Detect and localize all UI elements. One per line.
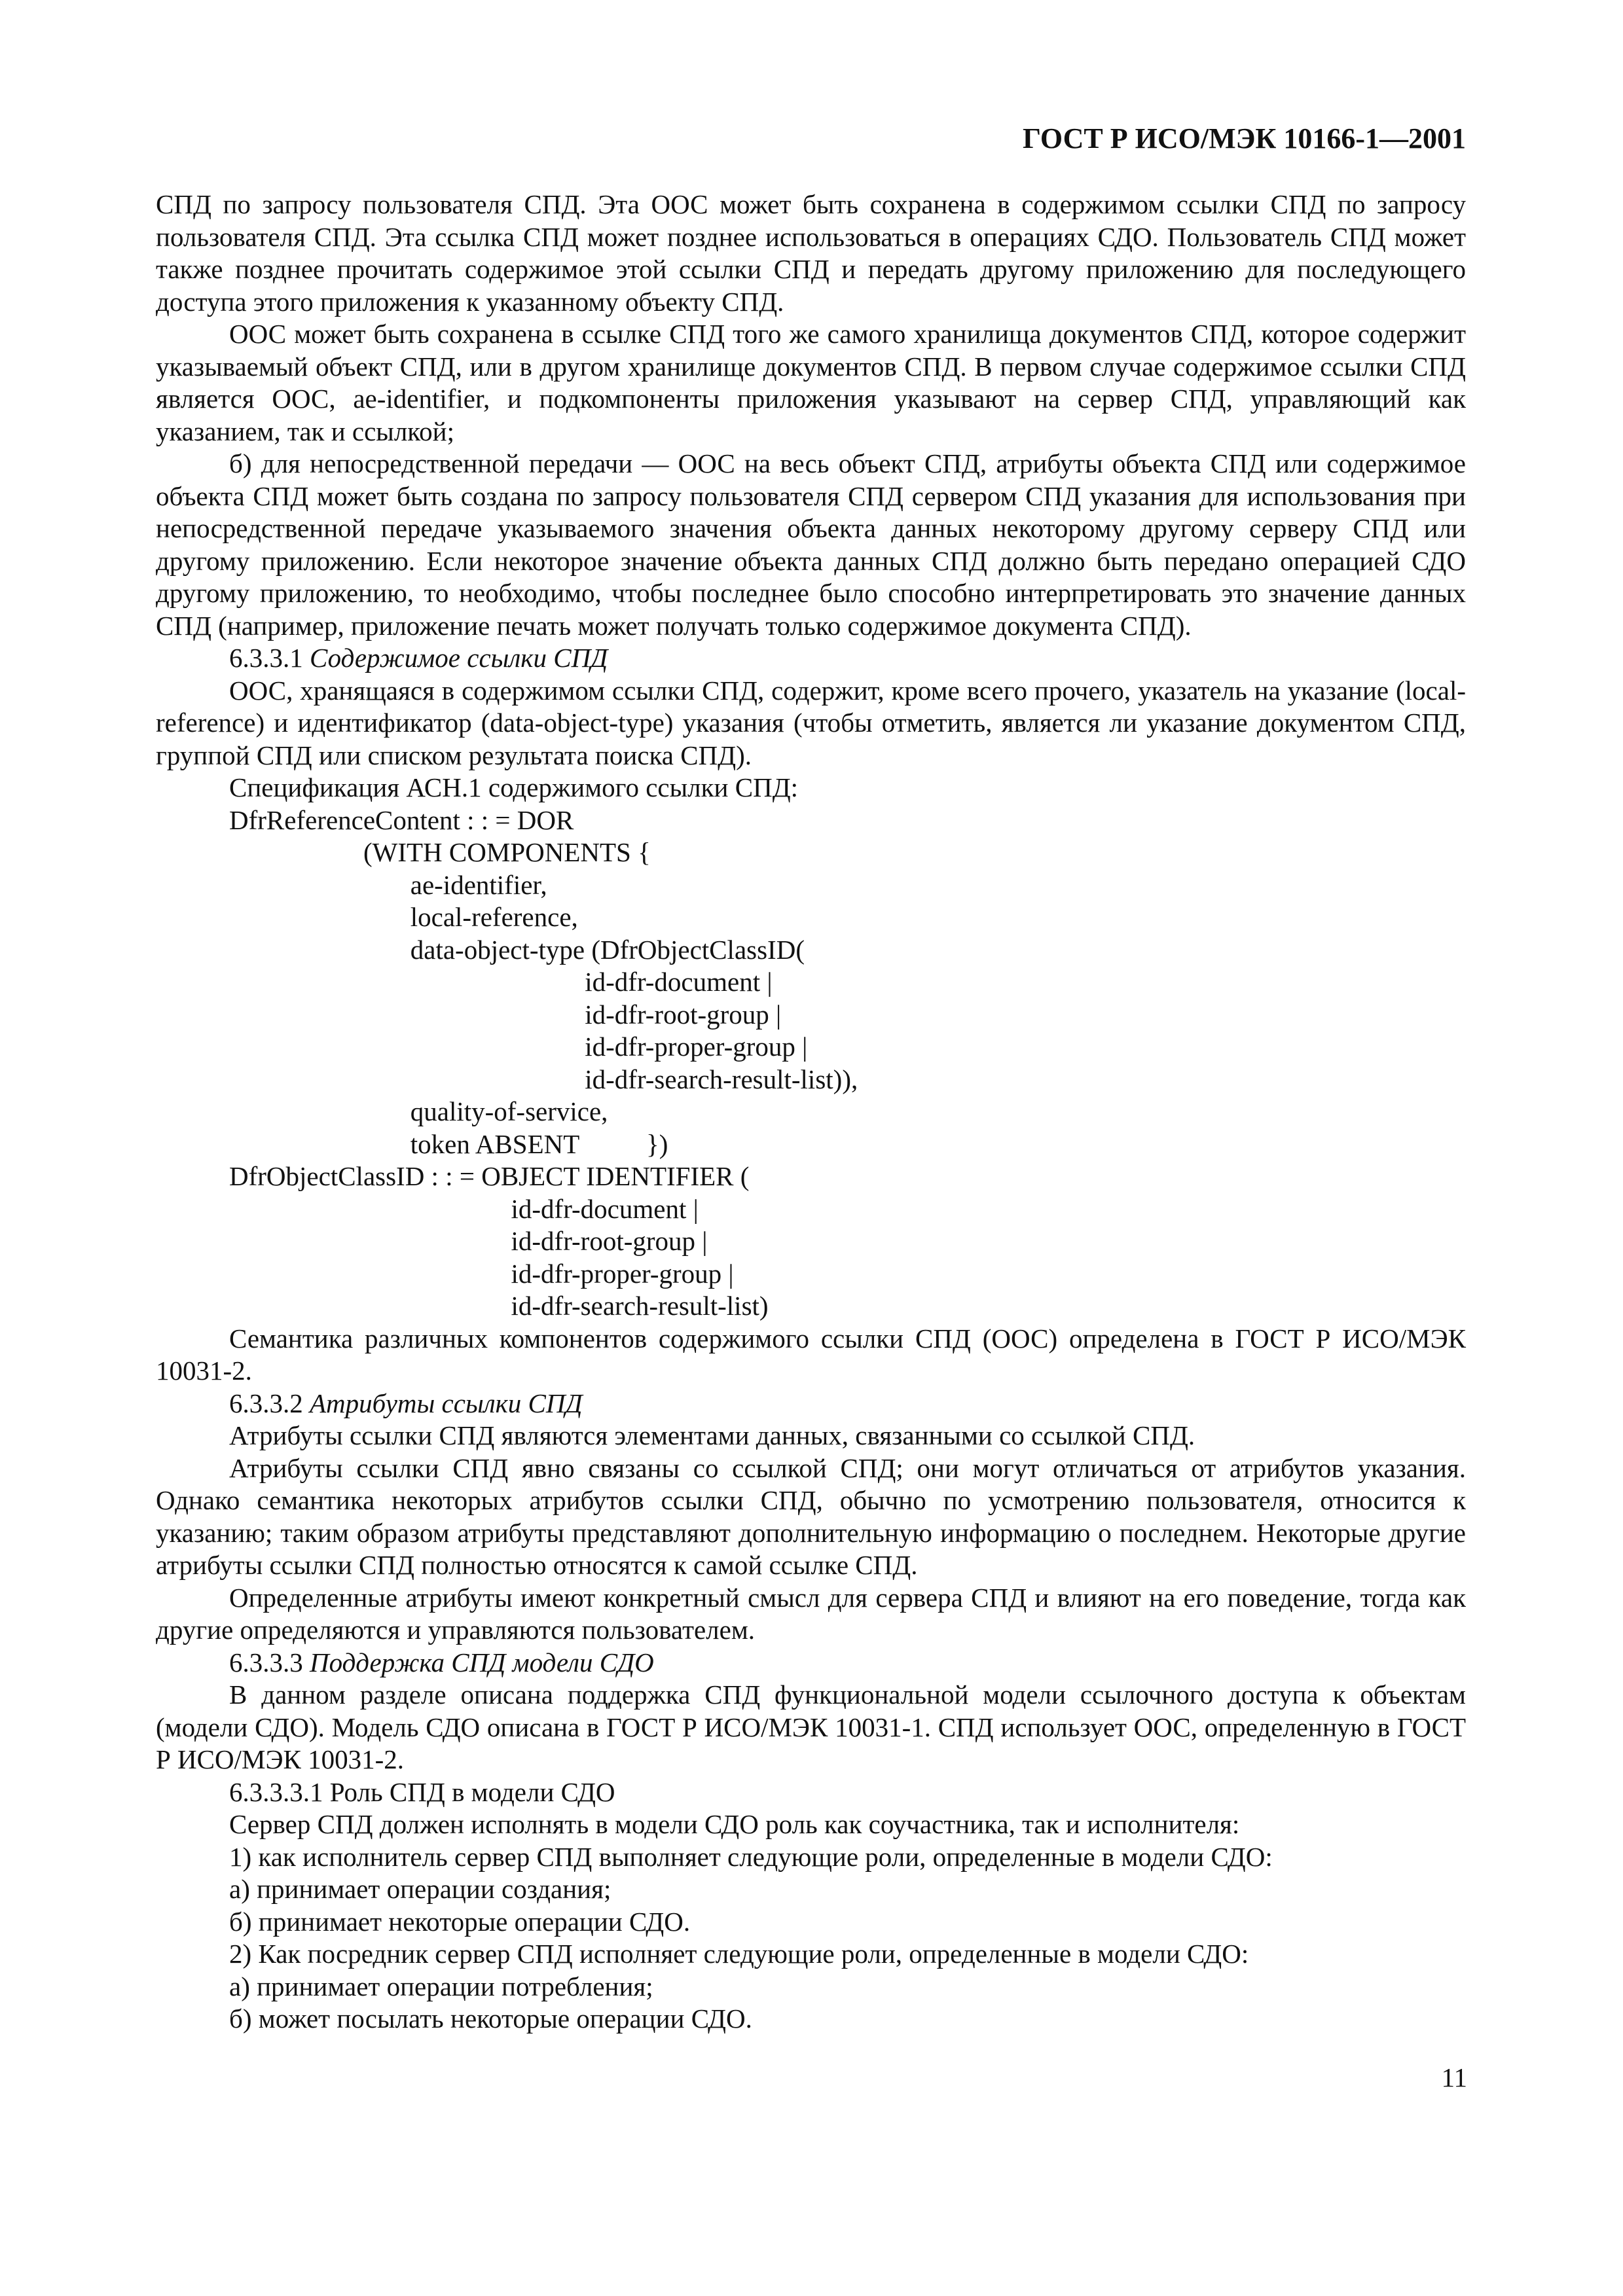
code-line: id-dfr-document | — [229, 967, 773, 997]
paragraph: Спецификация АСН.1 содержимого ссылки СПД: — [229, 772, 799, 802]
list-line: б) принимает некоторые операции СДО. — [229, 1906, 691, 1937]
code-line: id-dfr-search-result-list)), — [229, 1064, 858, 1094]
code-line: DfrObjectClassID : : = OBJECT IDENTIFIER ( — [229, 1161, 750, 1191]
page-number: 11 — [1441, 2062, 1467, 2092]
code-line: token ABSENT }) — [229, 1128, 668, 1159]
code-line: id-dfr-document | — [229, 1193, 699, 1224]
list-line: 1) как исполнитель сервер СПД выполняет следующие роли, определенные в модели СДО: — [229, 1841, 1273, 1872]
code-line: data-object-type (DfrObjectClassID( — [229, 934, 805, 965]
paragraph: В данном разделе описана поддержка СПД функциональной модели ссылочного доступа к объектам (модели СДО). Модель СДО описана в ГОСТ Р ИСО/МЭК 10031-1. СПД использует ООС, определенную в ГОСТ Р ИСО/МЭК 10031-2. — [156, 1679, 1466, 1774]
document-header: ГОСТ Р ИСО/МЭК 10166-1—2001 — [1022, 122, 1466, 154]
list-line: б) может посылать некоторые операции СДО. — [229, 2003, 752, 2034]
section-heading-63331: 6.3.3.3.1 Роль СПД в модели СДО — [229, 1776, 615, 1807]
section-heading-6333 — [156, 1647, 1466, 1679]
section-number: 6.3.3.2 — [229, 1388, 303, 1418]
paragraph: Атрибуты ссылки СПД явно связаны со ссылкой СПД; они могут отличаться от атрибутов указания. Однако семантика некоторых атрибутов ссылки СПД, обычно по усмотрению пользователя, относится к указанию; таким образом атрибуты представляют дополнительную информацию о последнем. Некоторые другие атрибуты ссылки СПД полностью относятся к самой ссылке СПД. — [156, 1452, 1466, 1580]
section-title: Поддержка СПД модели СДО — [310, 1647, 654, 1677]
code-line: local-reference, — [229, 902, 578, 932]
code-line: id-dfr-search-result-list) — [229, 1291, 769, 1321]
paragraph: ООС, хранящаяся в содержимом ссылки СПД, содержит, кроме всего прочего, указатель на указание (local-reference) и идентификатор (data-object-type) указания (чтобы отметить, является ли указание документом СПД, группой СПД или списком результата поиска СПД). — [156, 675, 1466, 770]
section-number: 6.3.3.3 — [229, 1647, 303, 1677]
section-title: Содержимое ссылки СПД — [310, 643, 608, 673]
code-line: id-dfr-root-group | — [229, 999, 782, 1030]
code-line: id-dfr-root-group | — [229, 1226, 708, 1256]
asn1-code-block — [156, 804, 1466, 1323]
code-line: quality-of-service, — [229, 1096, 608, 1126]
paragraph: Определенные атрибуты имеют конкретный смысл для сервера СПД и влияют на его поведение, тогда как другие определяются и управляются пользователем. — [156, 1582, 1466, 1645]
section-number: 6.3.3.1 — [229, 643, 303, 673]
code-line: ae-identifier, — [229, 869, 547, 900]
paragraph: Семантика различных компонентов содержимого ссылки СПД (ООС) определена в ГОСТ Р ИСО/МЭК 10031-2. — [156, 1323, 1466, 1386]
code-line: DfrReferenceContent : : = DOR — [229, 804, 574, 835]
section-heading-6332 — [156, 1388, 1466, 1420]
section-title: Атрибуты ссылки СПД — [310, 1388, 583, 1418]
paragraph: Атрибуты ссылки СПД являются элементами данных, связанными со ссылкой СПД. — [229, 1420, 1195, 1450]
section-heading-6331 — [156, 642, 1466, 675]
list-line: 2) Как посредник сервер СПД исполняет следующие роли, определенные в модели СДО: — [229, 1939, 1249, 1969]
paragraph: ООС может быть сохранена в ссылке СПД того же самого хранилища документов СПД, которое содержит указываемый объект СПД, или в другом хранилище документов СПД. В первом случае содержимое ссылки СПД является ООС, ae-identifier, и подкомпоненты приложения указывают на сервер СПД, управляющий как указанием, так и ссылкой; — [156, 319, 1466, 446]
list-line: а) принимает операции потребления; — [229, 1971, 653, 2001]
code-line: id-dfr-proper-group | — [229, 1258, 734, 1289]
code-line: id-dfr-proper-group | — [229, 1031, 808, 1062]
paragraph: б) для непосредственной передачи — ООС на весь объект СПД, атрибуты объекта СПД или содержимое объекта СПД может быть создана по запросу пользователя СПД сервером СПД указания для использования при непосредственной передаче указываемого значения объекта данных некоторому другому серверу СПД или другому приложению. Если некоторое значение объекта данных СПД должно быть передано операцией СДО другому приложению, то необходимо, чтобы последнее было способно интерпретировать это значение данных СПД (например, приложение печать может получать только содержимое документа СПД). — [156, 448, 1466, 641]
list-line: Сервер СПД должен исполнять в модели СДО роль как соучастника, так и исполнителя: — [229, 1809, 1240, 1839]
code-line: (WITH COMPONENTS { — [229, 837, 651, 867]
document-body — [156, 188, 1466, 2036]
list-line: а) принимает операции создания; — [229, 1874, 611, 1904]
paragraph: СПД по запросу пользователя СПД. Эта ООС может быть сохранена в содержимом ссылки СПД по запросу пользователя СПД. Эта ссылка СПД может позднее использоваться в операциях СДО. Пользователь СПД может также позднее прочитать содержимое этой ссылки СПД и передать другому приложению для последующего доступа этого приложения к указанному объекту СПД. — [156, 189, 1466, 317]
